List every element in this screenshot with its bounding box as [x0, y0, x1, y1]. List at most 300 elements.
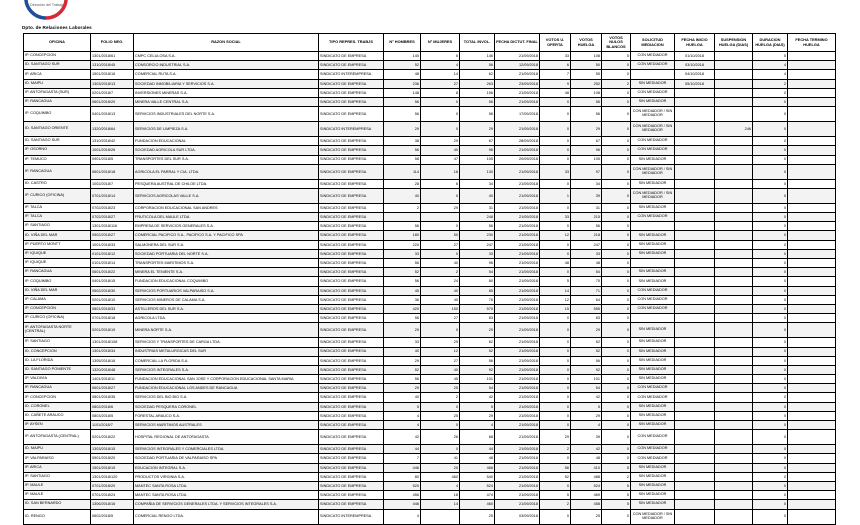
cell-total: 5 — [460, 402, 495, 411]
cell-fecha-inicio — [675, 231, 715, 240]
cell-suspension — [715, 259, 753, 268]
cell-duracion: 5 — [753, 52, 788, 61]
cell-mujeres: 29 — [421, 203, 460, 212]
table-row — [24, 500, 836, 509]
table-row — [24, 323, 836, 338]
cell-fecha-termino — [788, 463, 836, 472]
cell-votos-oferta: 0 — [540, 222, 571, 231]
cell-votos-oferta: 0 — [540, 509, 571, 524]
cell-oficina: ID. RENGO — [24, 509, 91, 524]
cell-oficina: ID. MAIPU — [24, 79, 91, 88]
column-header-votos-oferta: VOTOS U. OFERTA — [540, 34, 571, 52]
cell-folio: 1001/2018/33 — [91, 240, 134, 249]
cell-votos-oferta: 29 — [540, 430, 571, 445]
cell-oficina: IP. SANTIAGO — [24, 222, 91, 231]
cell-razon-social: SERVICIOS INDUSTRIALES DEL NORTE S.A. — [134, 107, 319, 122]
table-row — [24, 107, 836, 122]
cell-duracion: 0 — [753, 411, 788, 420]
cell-fecha-inicio — [675, 277, 715, 286]
cell-votos-huelga: 469 — [571, 491, 602, 500]
table-row — [24, 146, 836, 155]
cell-suspension — [715, 295, 753, 304]
cell-duracion: 0 — [753, 286, 788, 295]
cell-razon-social: TRANSPORTES DEL SUR S.A. — [134, 155, 319, 164]
cell-votos-oferta: 0 — [540, 249, 571, 258]
cell-folio: 1301/2018/61 — [91, 52, 134, 61]
cell-total: 62 — [460, 70, 495, 79]
cell-fecha-inicio — [675, 107, 715, 122]
cell-oficina: IP. TALCA — [24, 213, 91, 222]
cell-suspension — [715, 203, 753, 212]
cell-fecha-dictut: 21/09/2018 — [495, 454, 540, 463]
cell-votos-nulos: 0 — [602, 164, 631, 179]
cell-votos-nulos: 0 — [602, 259, 631, 268]
cell-duracion: 0 — [753, 88, 788, 97]
cell-mujeres: 40 — [421, 286, 460, 295]
cell-tipo-repres: SINDICATO DE EMPRESA — [319, 107, 384, 122]
cell-razon-social: INVERSIONES MINERAS S.A. — [134, 88, 319, 97]
cell-duracion: 0 — [753, 164, 788, 179]
cell-fecha-termino — [788, 356, 836, 365]
cell-solicitud-mediacion — [631, 70, 675, 79]
cell-suspension — [715, 179, 753, 188]
cell-oficina: IP. IQUIQUE — [24, 249, 91, 258]
cell-votos-oferta: 56 — [540, 463, 571, 472]
cell-tipo-repres: SINDICATO DE EMPRESA — [319, 402, 384, 411]
cell-fecha-inicio — [675, 203, 715, 212]
cell-total: 29 — [460, 411, 495, 420]
logo-text: Dirección del Trabajo — [30, 3, 64, 7]
cell-oficina: IP. CONCEPCION — [24, 52, 91, 61]
cell-hombres: 52 — [384, 268, 421, 277]
cell-votos-oferta: 15 — [540, 304, 571, 313]
cell-votos-nulos: 0 — [602, 286, 631, 295]
cell-suspension — [715, 79, 753, 88]
cell-total: 68 — [460, 430, 495, 445]
cell-duracion: 0 — [753, 338, 788, 347]
cell-mujeres: 0 — [421, 188, 460, 203]
cell-total: 54 — [460, 268, 495, 277]
cell-total: 52 — [460, 347, 495, 356]
cell-fecha-dictut: 21/09/2018 — [495, 304, 540, 313]
cell-votos-oferta: 33 — [540, 213, 571, 222]
cell-votos-oferta: 0 — [540, 122, 571, 137]
table-row — [24, 411, 836, 420]
cell-votos-oferta: 6 — [540, 61, 571, 70]
cell-votos-nulos: 0 — [602, 356, 631, 365]
cell-fecha-inicio — [675, 393, 715, 402]
cell-suspension — [715, 347, 753, 356]
cell-razon-social: TRANSPORTES MARITIMOS S.A. — [134, 259, 319, 268]
cell-votos-nulos: 0 — [602, 375, 631, 384]
cell-fecha-termino — [788, 402, 836, 411]
table-row — [24, 384, 836, 393]
cell-solicitud-mediacion: CON MEDIADOR / SIN MEDIADOR — [631, 122, 675, 137]
cell-fecha-dictut: 21/09/2018 — [495, 338, 540, 347]
cell-duracion: 0 — [753, 203, 788, 212]
cell-suspension — [715, 375, 753, 384]
cell-razon-social: FUNDACION EDUCACIONAL COQUIMBO — [134, 277, 319, 286]
cell-votos-huelga: 50 — [571, 61, 602, 70]
cell-votos-huelga: 29 — [571, 323, 602, 338]
cell-fecha-termino — [788, 384, 836, 393]
cell-solicitud-mediacion: SIN MEDIADOR — [631, 249, 675, 258]
cell-mujeres: 0 — [421, 97, 460, 106]
cell-oficina: IP. COQUIMBO — [24, 107, 91, 122]
cell-votos-nulos: 0 — [602, 61, 631, 70]
cell-folio: 1306/2018/16 — [91, 500, 134, 509]
cell-folio: 0901/2018/5 — [91, 155, 134, 164]
cell-votos-nulos: 0 — [602, 314, 631, 323]
cell-fecha-inicio — [675, 179, 715, 188]
cell-tipo-repres: SINDICATO DE EMPRESA — [319, 411, 384, 420]
cell-fecha-inicio — [675, 463, 715, 472]
cell-suspension: 246 — [715, 122, 753, 137]
table-row — [24, 164, 836, 179]
cell-razon-social: FRUTICOLA DEL MAULE LTDA. — [134, 213, 319, 222]
negotiations-table — [23, 33, 836, 525]
cell-hombres: 33 — [384, 338, 421, 347]
column-header-hombres: N° HOMBRES — [384, 34, 421, 52]
cell-mujeres: 4 — [421, 481, 460, 490]
cell-fecha-inicio — [675, 509, 715, 524]
cell-total: 56 — [460, 107, 495, 122]
table-row — [24, 481, 836, 490]
cell-fecha-dictut: 03/09/2018 — [495, 509, 540, 524]
cell-fecha-inicio — [675, 402, 715, 411]
cell-fecha-dictut: 21/09/2018 — [495, 491, 540, 500]
cell-suspension — [715, 304, 753, 313]
cell-votos-huelga: 54 — [571, 268, 602, 277]
cell-votos-nulos: 5 — [602, 500, 631, 509]
cell-total: 76 — [460, 295, 495, 304]
cell-solicitud-mediacion: SIN MEDIADOR — [631, 402, 675, 411]
cell-fecha-inicio: 01/10/2018 — [675, 52, 715, 61]
cell-fecha-termino — [788, 164, 836, 179]
cell-oficina: ID. CORONEL — [24, 402, 91, 411]
cell-fecha-termino — [788, 365, 836, 374]
cell-total: 31 — [460, 203, 495, 212]
column-header-votos-nulos: VOTOS NULOS BLANCOS — [602, 34, 631, 52]
cell-tipo-repres: SINDICATO DE EMPRESA — [319, 323, 384, 338]
cell-folio: 1310/2018/42 — [91, 137, 134, 146]
cell-fecha-dictut: 21/09/2018 — [495, 314, 540, 323]
cell-duracion: 0 — [753, 393, 788, 402]
table-row — [24, 421, 836, 430]
cell-oficina: ID. SAN BERNARDO — [24, 500, 91, 509]
cell-fecha-dictut: 21/09/2018 — [495, 52, 540, 61]
cell-solicitud-mediacion: CON MEDIADOR / SIN MEDIADOR — [631, 107, 675, 122]
cell-hombres: 40 — [384, 188, 421, 203]
cell-razon-social: SOCIEDAD AGRICOLA SUR LTDA. — [134, 146, 319, 155]
cell-fecha-termino — [788, 249, 836, 258]
cell-fecha-dictut: 21/09/2018 — [495, 472, 540, 481]
cell-oficina: IP. ANTOFAGASTA (SUR) — [24, 88, 91, 97]
cell-mujeres: 150 — [421, 304, 460, 313]
cell-fecha-termino — [788, 338, 836, 347]
cell-fecha-dictut: 28/09/2018 — [495, 137, 540, 146]
cell-solicitud-mediacion: CON MEDIADOR — [631, 213, 675, 222]
cell-fecha-termino — [788, 97, 836, 106]
cell-razon-social: SERVICIOS INTEGRALES Y COMERCIALES LTDA. — [134, 445, 319, 454]
cell-hombres: 33 — [384, 249, 421, 258]
cell-duracion: 0 — [753, 472, 788, 481]
cell-mujeres: 27 — [421, 240, 460, 249]
cell-fecha-termino — [788, 61, 836, 70]
cell-fecha-termino — [788, 52, 836, 61]
cell-fecha-dictut: 21/09/2018 — [495, 240, 540, 249]
cell-duracion: 0 — [753, 222, 788, 231]
cell-votos-huelga: 108 — [571, 52, 602, 61]
cell-fecha-dictut: 21/09/2018 — [495, 421, 540, 430]
table-row — [24, 463, 836, 472]
cell-tipo-repres: SINDICATO INTEREMPRESA — [319, 509, 384, 524]
cell-total: 460 — [460, 500, 495, 509]
cell-solicitud-mediacion: CON MEDIADOR — [631, 304, 675, 313]
cell-oficina: IP. ANTOFAGASTA (CENTRAL) — [24, 430, 91, 445]
cell-suspension — [715, 338, 753, 347]
cell-oficina: IP. SANTIAGO — [24, 338, 91, 347]
cell-mujeres: 18 — [421, 491, 460, 500]
cell-hombres: 58 — [384, 155, 421, 164]
cell-oficina: ID. VIÑA DEL MAR — [24, 231, 91, 240]
cell-fecha-dictut: 21/09/2018 — [495, 97, 540, 106]
cell-fecha-dictut: 21/09/2018 — [495, 179, 540, 188]
cell-oficina: IP. ARICA — [24, 70, 91, 79]
cell-total: 474 — [460, 491, 495, 500]
cell-fecha-inicio — [675, 481, 715, 490]
cell-hombres: 48 — [384, 70, 421, 79]
cell-solicitud-mediacion: SIN MEDIADOR — [631, 155, 675, 164]
cell-hombres: 180 — [384, 231, 421, 240]
cell-duracion: 0 — [753, 259, 788, 268]
cell-votos-oferta: 5 — [540, 277, 571, 286]
cell-fecha-dictut: 21/09/2018 — [495, 213, 540, 222]
cell-fecha-termino — [788, 323, 836, 338]
cell-duracion: 0 — [753, 384, 788, 393]
cell-fecha-termino — [788, 500, 836, 509]
cell-votos-huelga: 25 — [571, 509, 602, 524]
cell-fecha-termino — [788, 188, 836, 203]
cell-folio: 1310/2018/45 — [91, 61, 134, 70]
cell-fecha-termino — [788, 375, 836, 384]
cell-solicitud-mediacion: SIN MEDIADOR — [631, 356, 675, 365]
cell-votos-nulos: 0 — [602, 107, 631, 122]
cell-mujeres: 40 — [421, 146, 460, 155]
cell-folio: 0201/2018/22 — [91, 430, 134, 445]
cell-votos-nulos: 0 — [602, 430, 631, 445]
cell-folio: 0401/2018/15 — [91, 277, 134, 286]
cell-fecha-termino — [788, 295, 836, 304]
cell-hombres: 56 — [384, 259, 421, 268]
table-row — [24, 277, 836, 286]
cell-solicitud-mediacion: CON MEDIADOR — [631, 52, 675, 61]
cell-duracion: 0 — [753, 375, 788, 384]
cell-votos-huelga: 56 — [571, 107, 602, 122]
cell-razon-social: MINERA NORTE S.A. — [134, 323, 319, 338]
cell-tipo-repres: SINDICATO DE EMPRESA — [319, 155, 384, 164]
cell-tipo-repres: SINDICATO DE EMPRESA — [319, 268, 384, 277]
cell-folio: 0502/2018/27 — [91, 231, 134, 240]
cell-votos-nulos: 0 — [602, 338, 631, 347]
table-body — [24, 52, 836, 525]
cell-votos-nulos: 0 — [602, 323, 631, 338]
cell-tipo-repres: SINDICATO DE EMPRESA — [319, 52, 384, 61]
cell-folio: 0601/2018/18 — [91, 164, 134, 179]
cell-folio: 1501/2018/19 — [91, 463, 134, 472]
cell-fecha-termino — [788, 213, 836, 222]
table-row — [24, 347, 836, 356]
cell-hombres: 56 — [384, 314, 421, 323]
cell-votos-oferta: 0 — [540, 421, 571, 430]
cell-tipo-repres: SINDICATO DE EMPRESA — [319, 79, 384, 88]
table-row — [24, 70, 836, 79]
cell-fecha-dictut: 21/09/2018 — [495, 188, 540, 203]
cell-votos-oferta: 2 — [540, 500, 571, 509]
cell-fecha-termino — [788, 179, 836, 188]
cell-solicitud-mediacion — [631, 259, 675, 268]
cell-razon-social: FUNDACION EDUCACIONAL LOS ANDES DE RANCAGUA — [134, 384, 319, 393]
cell-oficina: IP. VALPARAISO — [24, 454, 91, 463]
cell-duracion: 0 — [753, 314, 788, 323]
cell-votos-nulos: 0 — [602, 213, 631, 222]
table-row — [24, 122, 836, 137]
cell-fecha-termino — [788, 70, 836, 79]
cell-tipo-repres: SINDICATO DE EMPRESA — [319, 375, 384, 384]
cell-mujeres: 0 — [421, 107, 460, 122]
cell-votos-oferta: 2 — [540, 445, 571, 454]
cell-razon-social: CMPC CELULOSA S.A. — [134, 52, 319, 61]
cell-votos-nulos: 0 — [602, 304, 631, 313]
cell-votos-huelga: 34 — [571, 179, 602, 188]
cell-fecha-inicio — [675, 146, 715, 155]
cell-folio: 0701/2018/18 — [91, 314, 134, 323]
cell-razon-social: PESQUERA AUSTRAL DE CHILOE LTDA. — [134, 179, 319, 188]
cell-votos-oferta: 0 — [540, 356, 571, 365]
cell-votos-oferta: 0 — [540, 203, 571, 212]
cell-fecha-inicio — [675, 365, 715, 374]
cell-votos-huelga: 71 — [571, 286, 602, 295]
cell-duracion: 0 — [753, 481, 788, 490]
cell-votos-oferta: 0 — [540, 107, 571, 122]
cell-suspension — [715, 445, 753, 454]
table-row — [24, 356, 836, 365]
cell-fecha-dictut: 21/09/2018 — [495, 384, 540, 393]
cell-tipo-repres: SINDICATO DE EMPRESA — [319, 481, 384, 490]
cell-suspension — [715, 137, 753, 146]
cell-votos-oferta: 0 — [540, 240, 571, 249]
cell-votos-nulos: 0 — [602, 509, 631, 524]
cell-hombres: 446 — [384, 463, 421, 472]
cell-votos-huelga: 410 — [571, 463, 602, 472]
cell-tipo-repres: SINDICATO DE EMPRESA — [319, 430, 384, 445]
cell-fecha-inicio — [675, 421, 715, 430]
cell-fecha-inicio — [675, 356, 715, 365]
cell-oficina: IP. CALAMA — [24, 295, 91, 304]
cell-hombres: 114 — [384, 164, 421, 179]
cell-mujeres: 45 — [421, 375, 460, 384]
cell-duracion: 0 — [753, 155, 788, 164]
cell-mujeres: 16 — [421, 164, 460, 179]
cell-folio: 0401/2018/13 — [91, 107, 134, 122]
cell-razon-social: EMPRESA DE SERVICIOS GENERALES S.A. — [134, 222, 319, 231]
cell-duracion: 0 — [753, 454, 788, 463]
cell-votos-huelga: 92 — [571, 365, 602, 374]
cell-hombres: 40 — [384, 393, 421, 402]
cell-total: 42 — [460, 393, 495, 402]
cell-votos-oferta: 0 — [540, 402, 571, 411]
table-row — [24, 88, 836, 97]
cell-total: 25 — [460, 509, 495, 524]
cell-fecha-inicio: 04/10/2018 — [675, 70, 715, 79]
cell-duracion: 0 — [753, 365, 788, 374]
cell-fecha-dictut: 21/09/2018 — [495, 231, 540, 240]
cell-folio: 1002/2018/7 — [91, 179, 134, 188]
cell-folio: 1320/2018/64 — [91, 122, 134, 137]
cell-total: 56 — [460, 222, 495, 231]
cell-hombres: 52 — [384, 365, 421, 374]
cell-oficina: ID. LA FLORIDA — [24, 356, 91, 365]
cell-tipo-repres: SINDICATO DE EMPRESA — [319, 240, 384, 249]
cell-tipo-repres: SINDICATO DE EMPRESA — [319, 304, 384, 313]
cell-fecha-inicio — [675, 137, 715, 146]
cell-mujeres: 50 — [421, 231, 460, 240]
cell-folio: 0601/2018/20 — [91, 97, 134, 106]
cell-votos-nulos: 0 — [602, 249, 631, 258]
cell-total: 96 — [460, 146, 495, 155]
cell-fecha-dictut: 21/09/2018 — [495, 146, 540, 155]
table-row — [24, 179, 836, 188]
cell-duracion: 0 — [753, 509, 788, 524]
cell-suspension — [715, 421, 753, 430]
cell-fecha-inicio — [675, 286, 715, 295]
cell-mujeres: 0 — [421, 249, 460, 258]
cell-suspension — [715, 365, 753, 374]
cell-solicitud-mediacion: SIN MEDIADOR — [631, 231, 675, 240]
cell-fecha-dictut: 17/09/2018 — [495, 107, 540, 122]
cell-folio: 0201/2018/7 — [91, 88, 134, 97]
table-row — [24, 304, 836, 313]
cell-folio: 0601/2018/27 — [91, 384, 134, 393]
cell-votos-oferta: 0 — [540, 314, 571, 323]
cell-razon-social: SERVICIOS PORTUARIOS VALPARAISO S.A. — [134, 286, 319, 295]
cell-fecha-dictut: 21/09/2018 — [495, 445, 540, 454]
cell-fecha-termino — [788, 472, 836, 481]
cell-mujeres: 40 — [421, 259, 460, 268]
cell-razon-social: SALMONERA DEL SUR S.A. — [134, 240, 319, 249]
cell-total: 29 — [460, 323, 495, 338]
cell-hombres: 420 — [384, 304, 421, 313]
cell-mujeres: 29 — [421, 338, 460, 347]
cell-hombres: 56 — [384, 107, 421, 122]
cell-suspension — [715, 500, 753, 509]
cell-fecha-dictut: 21/09/2018 — [495, 122, 540, 137]
cell-folio: 0702/2018/23 — [91, 203, 134, 212]
cell-suspension — [715, 509, 753, 524]
cell-fecha-termino — [788, 411, 836, 420]
cell-total: 62 — [460, 338, 495, 347]
cell-razon-social: FORESTAL ARAUCO S.A. — [134, 411, 319, 420]
cell-votos-oferta: 0 — [540, 347, 571, 356]
cell-mujeres: 41 — [421, 454, 460, 463]
cell-solicitud-mediacion: SIN MEDIADOR — [631, 79, 675, 88]
cell-solicitud-mediacion — [631, 314, 675, 323]
table-row — [24, 249, 836, 258]
cell-tipo-repres: SINDICATO INTEREMPRESA — [319, 122, 384, 137]
cell-oficina: IP. PUERTO MONTT — [24, 240, 91, 249]
cell-total: 263 — [460, 79, 495, 88]
cell-duracion: 0 — [753, 295, 788, 304]
